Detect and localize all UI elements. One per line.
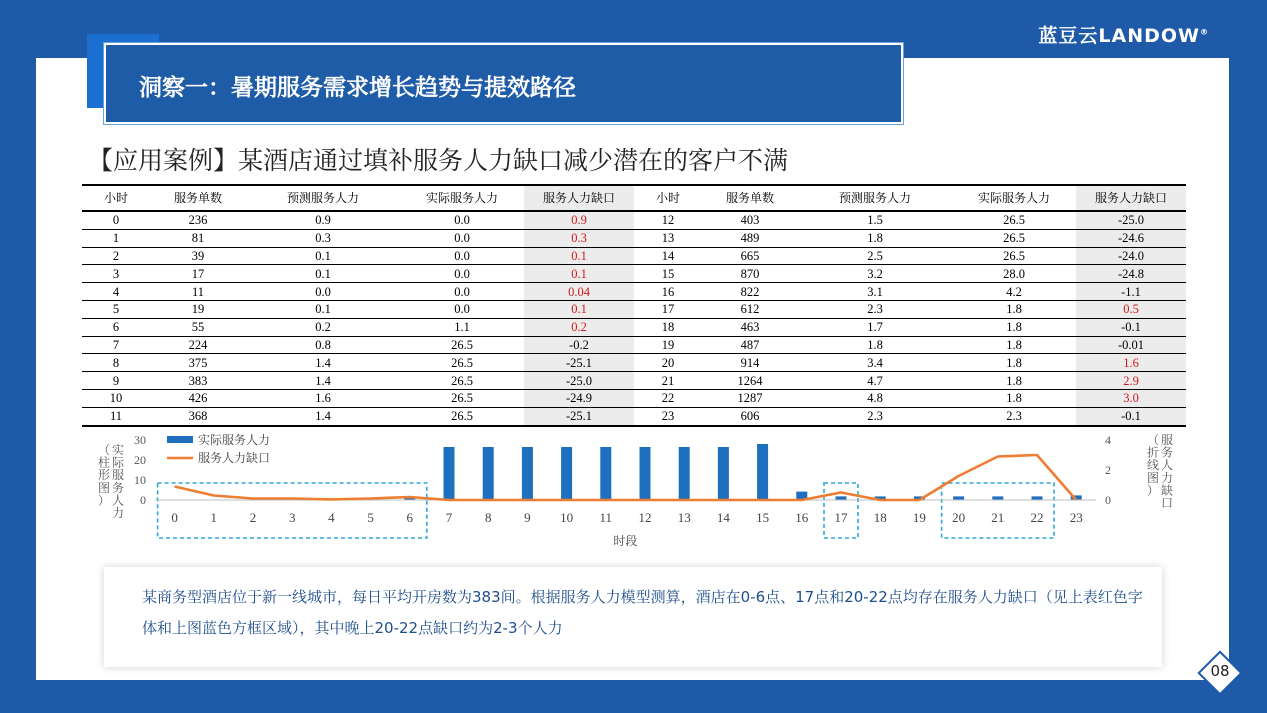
gap-cell: 0.9: [524, 211, 634, 229]
gap-cell: -24.9: [524, 389, 634, 407]
table-header-cell: 预测服务人力: [246, 185, 400, 211]
x-tick-label: 21: [991, 510, 1005, 525]
gap-cell: 0.5: [1076, 300, 1186, 318]
table-cell: 18: [634, 318, 702, 336]
table-cell: 13: [634, 229, 702, 247]
y-left-axis-label: 图: [97, 480, 111, 495]
bar: [953, 496, 964, 500]
table-header-cell: 小时: [82, 185, 150, 211]
bar: [483, 447, 494, 500]
x-tick-label: 0: [171, 510, 178, 525]
y-left-tick-label: 0: [140, 493, 146, 507]
table-cell: 1.4: [246, 407, 400, 425]
y-left-axis-label: （: [97, 443, 111, 457]
x-tick-label: 19: [912, 510, 926, 525]
table-header-row: [82, 185, 1186, 211]
table-cell: 39: [150, 247, 246, 265]
table-cell: 1.8: [952, 354, 1076, 372]
x-tick-label: 9: [524, 510, 531, 525]
table-cell: 3.2: [798, 265, 952, 283]
y-left-axis-label: ）: [97, 493, 111, 508]
gap-cell: -24.8: [1076, 265, 1186, 283]
table-cell: 870: [702, 265, 798, 283]
bar: [718, 447, 729, 500]
table-cell: 0.8: [246, 336, 400, 354]
table-cell: 26.5: [952, 247, 1076, 265]
table-row: [82, 247, 1186, 265]
table-cell: 4: [82, 283, 150, 301]
table-cell: 0.2: [246, 318, 400, 336]
y-right-axis-label: 服: [1160, 433, 1174, 447]
table-cell: 1264: [702, 372, 798, 390]
gap-cell: -25.0: [1076, 211, 1186, 229]
table-cell: 26.5: [400, 407, 524, 425]
page-number: 08: [1210, 662, 1230, 680]
table-cell: 0.0: [400, 229, 524, 247]
table-cell: 0.0: [400, 265, 524, 283]
table-cell: 9: [82, 372, 150, 390]
table-cell: 0.0: [400, 247, 524, 265]
x-tick-label: 11: [599, 510, 613, 525]
bar: [444, 447, 455, 500]
gap-cell: -0.01: [1076, 336, 1186, 354]
gap-cell: -25.1: [524, 407, 634, 425]
table-cell: 665: [702, 247, 798, 265]
table-cell: 11: [150, 283, 246, 301]
table-cell: 1.5: [798, 211, 952, 229]
table-cell: 8: [82, 354, 150, 372]
table-header-cell: 服务单数: [702, 185, 798, 211]
table-cell: 26.5: [400, 372, 524, 390]
table-cell: 0.0: [400, 300, 524, 318]
table-header-cell: 服务单数: [150, 185, 246, 211]
table-cell: 2: [82, 247, 150, 265]
table-cell: 1.4: [246, 354, 400, 372]
table-cell: 0.0: [246, 283, 400, 301]
x-tick-label: 4: [328, 510, 335, 525]
y-right-tick-label: 0: [1105, 493, 1111, 507]
table-cell: 0.1: [246, 300, 400, 318]
y-left-axis-label: 际: [111, 455, 125, 470]
table-cell: 383: [150, 372, 246, 390]
gap-cell: 1.6: [1076, 354, 1186, 372]
table-cell: 0.1: [246, 247, 400, 265]
table-cell: 2.3: [798, 300, 952, 318]
y-left-tick-label: 20: [134, 453, 146, 467]
slide-title: 洞察一：暑期服务需求增长趋势与提效路径: [139, 75, 576, 101]
note-text: 某商务型酒店位于新一线城市，每日平均开房数为383间。根据服务人力模型测算，酒店在0-6点、17点和20-22点均存在服务人力缺口（见上表红色字体和上图蓝色方框区域），其中晚上20-22点缺口约为2-3个人力: [142, 588, 1143, 637]
bar: [1032, 496, 1043, 500]
table-cell: 0.0: [400, 211, 524, 229]
table-cell: 2.3: [798, 407, 952, 425]
table-cell: 4.2: [952, 283, 1076, 301]
table-cell: 19: [634, 336, 702, 354]
y-left-axis-label: 人: [111, 493, 125, 508]
table-cell: 2.3: [952, 407, 1076, 425]
table-cell: 5: [82, 300, 150, 318]
table-cell: 1.8: [952, 372, 1076, 390]
table-cell: 1.8: [952, 318, 1076, 336]
table-row: [82, 336, 1186, 354]
title-bar: [106, 45, 901, 122]
table-cell: 463: [702, 318, 798, 336]
table-cell: 224: [150, 336, 246, 354]
table-cell: 489: [702, 229, 798, 247]
x-tick-label: 3: [288, 510, 296, 525]
table-cell: 55: [150, 318, 246, 336]
table-cell: 22: [634, 389, 702, 407]
table-cell: 1: [82, 229, 150, 247]
y-right-axis-label: 力: [1160, 470, 1174, 485]
table-cell: 3.4: [798, 354, 952, 372]
table-header-cell: 小时: [634, 185, 702, 211]
y-right-axis-label: 务: [1160, 445, 1174, 460]
y-right-axis-label: 缺: [1160, 483, 1174, 498]
x-axis-label: 时段: [613, 534, 638, 548]
table-cell: 17: [150, 265, 246, 283]
y-right-axis-label: 折: [1146, 445, 1160, 460]
x-tick-label: 12: [638, 510, 652, 525]
legend-label-bar: 实际服务人力: [198, 433, 271, 447]
table-cell: 606: [702, 407, 798, 425]
gap-cell: 0.1: [524, 300, 634, 318]
table-cell: 26.5: [400, 354, 524, 372]
table-row: [82, 300, 1186, 318]
legend-label-line: 服务人力缺口: [198, 451, 271, 465]
table-cell: 375: [150, 354, 246, 372]
y-right-tick-label: 4: [1105, 433, 1111, 447]
table-header-cell: 服务人力缺口: [524, 185, 634, 211]
x-tick-label: 16: [795, 510, 809, 525]
x-tick-label: 14: [716, 510, 730, 525]
table-header-cell: 预测服务人力: [798, 185, 952, 211]
combo-chart: [92, 428, 1182, 553]
gap-cell: -24.6: [1076, 229, 1186, 247]
table-cell: 81: [150, 229, 246, 247]
table-row: [82, 211, 1186, 229]
bar: [992, 496, 1003, 500]
table-cell: 4.8: [798, 389, 952, 407]
table-cell: 12: [634, 211, 702, 229]
table-cell: 6: [82, 318, 150, 336]
table-cell: 4.7: [798, 372, 952, 390]
table-cell: 10: [82, 389, 150, 407]
case-title: 【应用案例】某酒店通过填补服务人力缺口减少潜在的客户不满: [88, 146, 789, 175]
gap-cell: -0.2: [524, 336, 634, 354]
table-cell: 0.0: [400, 283, 524, 301]
y-right-axis-label: 口: [1160, 496, 1174, 510]
table-cell: 403: [702, 211, 798, 229]
table-cell: 1.8: [952, 389, 1076, 407]
gap-cell: -0.1: [1076, 407, 1186, 425]
table-cell: 3: [82, 265, 150, 283]
gap-cell: 3.0: [1076, 389, 1186, 407]
table-cell: 14: [634, 247, 702, 265]
gap-cell: -24.0: [1076, 247, 1186, 265]
table-cell: 3.1: [798, 283, 952, 301]
bar: [836, 496, 847, 500]
x-tick-label: 18: [873, 510, 887, 525]
gap-cell: -0.1: [1076, 318, 1186, 336]
table-cell: 19: [150, 300, 246, 318]
table-body: [82, 211, 1186, 426]
table-cell: 23: [634, 407, 702, 425]
legend-swatch-bar: [167, 436, 193, 443]
table-cell: 17: [634, 300, 702, 318]
data-table: [82, 184, 1186, 427]
x-tick-label: 17: [834, 510, 848, 525]
table-cell: 15: [634, 265, 702, 283]
table-cell: 0.3: [246, 229, 400, 247]
table-row: [82, 283, 1186, 301]
table-cell: 612: [702, 300, 798, 318]
table-cell: 21: [634, 372, 702, 390]
bar: [561, 447, 572, 500]
table-cell: 487: [702, 336, 798, 354]
table-row: [82, 229, 1186, 247]
table-cell: 1.8: [798, 229, 952, 247]
x-tick-label: 6: [406, 510, 414, 525]
gap-cell: 0.3: [524, 229, 634, 247]
table-cell: 1.4: [246, 372, 400, 390]
brand-registered-mark: ®: [1200, 27, 1209, 37]
x-tick-label: 5: [367, 510, 374, 525]
table-cell: 7: [82, 336, 150, 354]
table-cell: 1.8: [798, 336, 952, 354]
x-tick-label: 1: [210, 510, 218, 525]
table-cell: 822: [702, 283, 798, 301]
table-cell: 0.9: [246, 211, 400, 229]
table-row: [82, 265, 1186, 283]
bar: [600, 447, 611, 500]
y-right-axis-label: 图: [1146, 470, 1160, 485]
y-right-axis-label: ）: [1146, 483, 1160, 498]
x-tick-label: 7: [445, 510, 453, 525]
x-tick-label: 10: [560, 510, 574, 525]
table-row: [82, 354, 1186, 372]
table-cell: 28.0: [952, 265, 1076, 283]
table-cell: 1.7: [798, 318, 952, 336]
gap-cell: -25.0: [524, 372, 634, 390]
y-left-axis-label: 力: [111, 506, 125, 520]
table-cell: 26.5: [400, 336, 524, 354]
brand-logo: [1038, 21, 1209, 48]
y-right-tick-label: 2: [1105, 463, 1111, 477]
table-cell: 11: [82, 407, 150, 425]
gap-cell: 2.9: [1076, 372, 1186, 390]
table-row: [82, 318, 1186, 336]
table-cell: 1.8: [952, 300, 1076, 318]
table-cell: 426: [150, 389, 246, 407]
x-tick-label: 8: [484, 510, 492, 525]
table-cell: 1287: [702, 389, 798, 407]
y-left-axis-label: 服: [111, 468, 125, 483]
table-cell: 1.8: [952, 336, 1076, 354]
table-cell: 1.1: [400, 318, 524, 336]
gap-cell: 0.1: [524, 265, 634, 283]
table-cell: 236: [150, 211, 246, 229]
table-cell: 1.6: [246, 389, 400, 407]
y-left-tick-label: 30: [134, 433, 146, 447]
table-row: [82, 389, 1186, 407]
x-tick-label: 20: [952, 510, 966, 525]
table-cell: 20: [634, 354, 702, 372]
x-tick-label: 2: [249, 510, 257, 525]
y-left-axis-label: 务: [111, 480, 125, 495]
bar: [679, 447, 690, 500]
table-cell: 16: [634, 283, 702, 301]
table-cell: 0: [82, 211, 150, 229]
brand-text: 蓝豆云LANDOW: [1038, 25, 1200, 47]
table-header-cell: 实际服务人力: [400, 185, 524, 211]
y-right-axis-label: 线: [1146, 458, 1160, 473]
gap-cell: -25.1: [524, 354, 634, 372]
gap-cell: 0.2: [524, 318, 634, 336]
table-cell: 2.5: [798, 247, 952, 265]
table-cell: 368: [150, 407, 246, 425]
table-header-cell: 服务人力缺口: [1076, 185, 1186, 211]
x-tick-label: 23: [1069, 510, 1083, 525]
x-tick-label: 15: [756, 510, 770, 525]
table-row: [82, 407, 1186, 425]
bar: [640, 447, 651, 500]
table-cell: 914: [702, 354, 798, 372]
gap-cell: 0.1: [524, 247, 634, 265]
table-cell: 26.5: [952, 211, 1076, 229]
y-left-axis-label: 实: [111, 443, 125, 457]
y-left-axis-label: 形: [97, 468, 111, 483]
y-right-axis-label: 人: [1160, 458, 1174, 473]
y-left-tick-label: 10: [134, 473, 146, 487]
table-cell: 26.5: [400, 389, 524, 407]
table-header-cell: 实际服务人力: [952, 185, 1076, 211]
y-left-axis-label: 柱: [97, 455, 111, 470]
x-tick-label: 22: [1030, 510, 1044, 525]
gap-cell: -1.1: [1076, 283, 1186, 301]
table-cell: 26.5: [952, 229, 1076, 247]
y-right-axis-label: （: [1146, 433, 1160, 447]
gap-cell: 0.04: [524, 283, 634, 301]
x-tick-label: 13: [677, 510, 691, 525]
bar: [757, 444, 768, 500]
table-row: [82, 372, 1186, 390]
bar: [522, 447, 533, 500]
table-cell: 0.1: [246, 265, 400, 283]
note-box: [104, 567, 1162, 667]
